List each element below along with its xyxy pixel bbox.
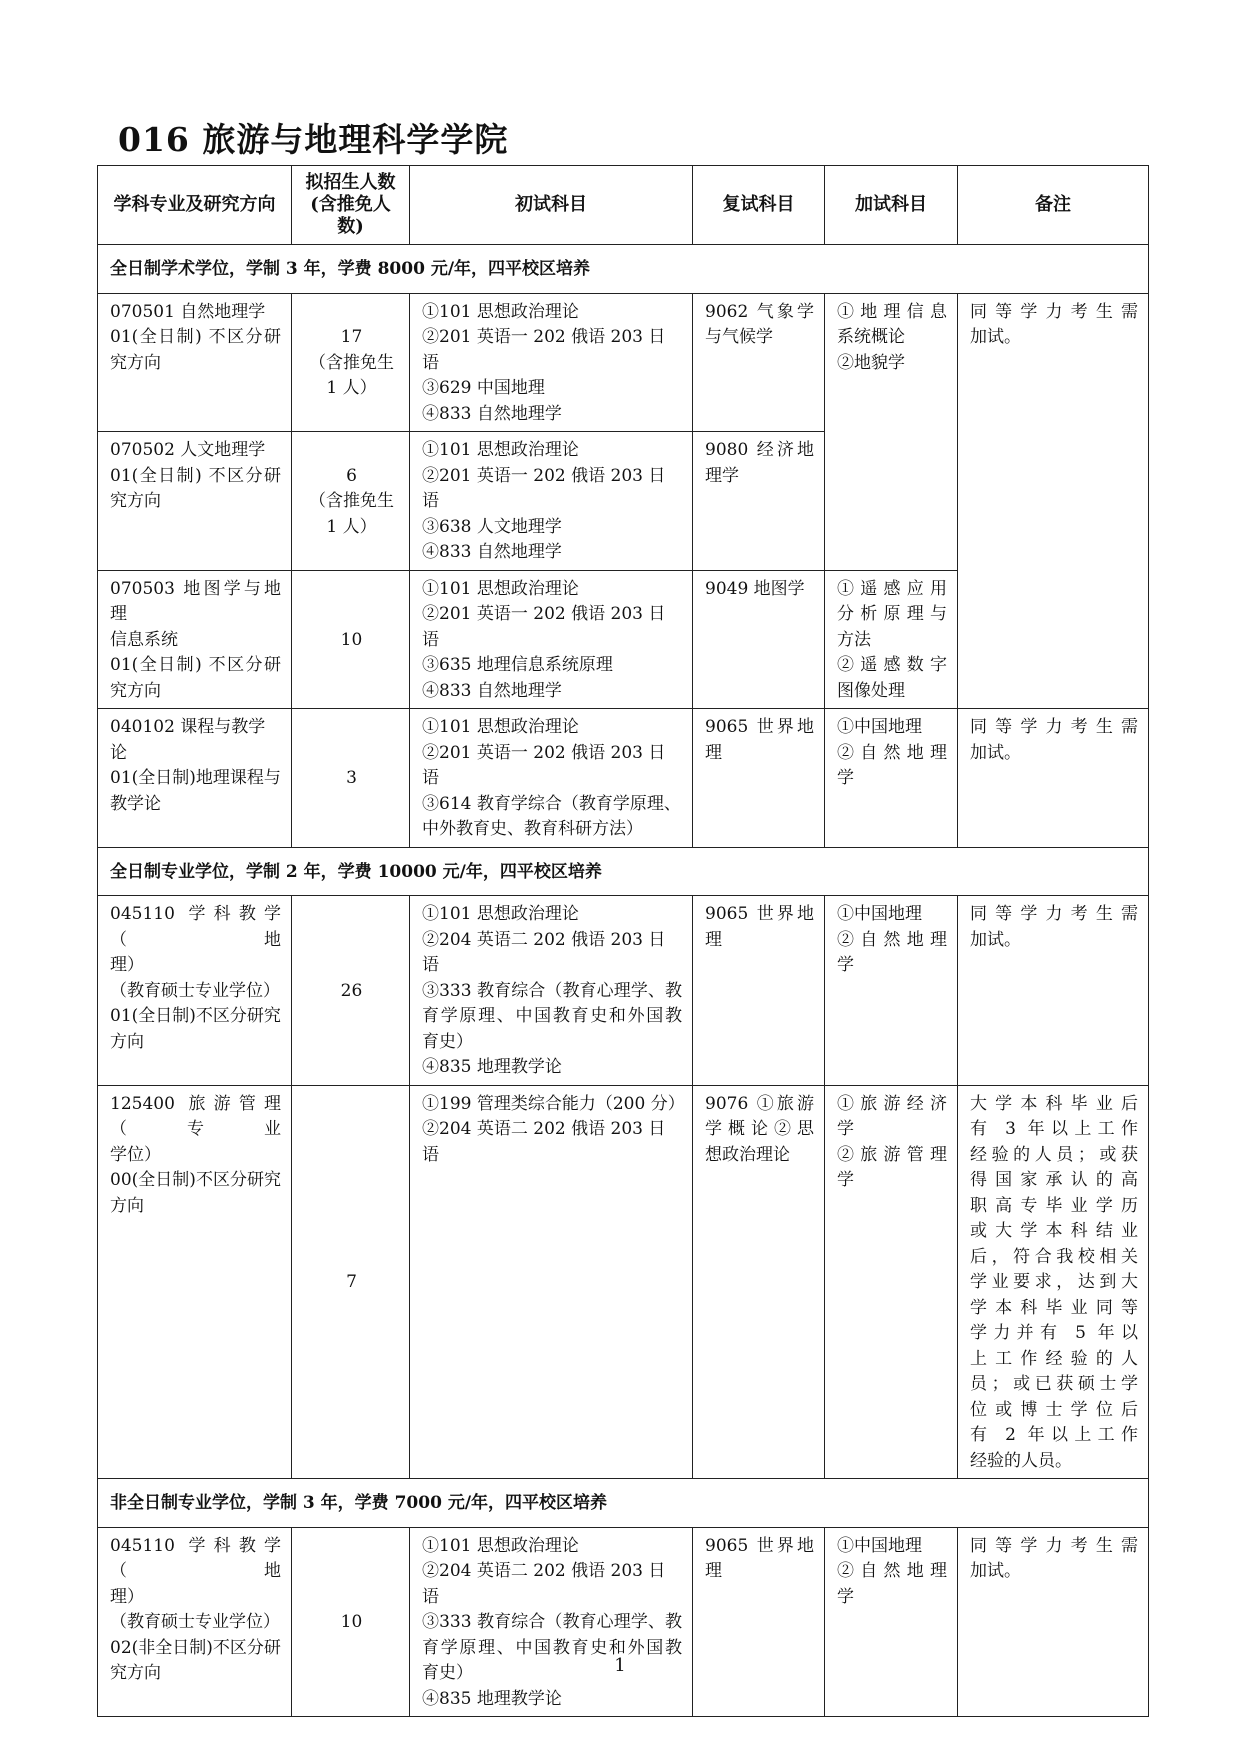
section-full-time-professional: 全日制专业学位，学制 2 年，学费 10000 元/年，四平校区培养 [98, 847, 1149, 896]
extra-cell: ①遥感应用 分析原理与 方法 ②遥感数字 图像处理 [825, 570, 958, 709]
header-exams: 初试科目 [410, 166, 693, 245]
header-extra: 加试科目 [825, 166, 958, 245]
retest-cell: 9049 地图学 [693, 570, 825, 709]
exam-cell: ①101 思想政治理论 ②201 英语一 202 俄语 203 日语 ③614 教育学综合（教育学原理、 中外教育史、教育科研方法） [410, 709, 693, 848]
major-cell: 125400 旅游管理（专业 学位） 00(全日制)不区分研究 方向 [98, 1085, 292, 1479]
exam-cell: ①199 管理类综合能力（200 分） ②204 英语二 202 俄语 203 日语 [410, 1085, 693, 1479]
table-row [98, 1527, 1149, 1717]
note-cell: 大学本科毕业后 有 3 年以上工作 经验的人员；或获 得国家承认的高 职高专毕业学历 或大学本科结业 后，符合我校相关 学业要求，达到大 学本科毕业同等 学力并有 5 年以 上工作经验的人 员；或已获硕士学 位或博士学位后 有 2 年以上工作 经验的人员。 [958, 1085, 1149, 1479]
count-cell: 17 （含推免生 1 人） [292, 293, 410, 432]
header-retest: 复试科目 [693, 166, 825, 245]
exam-cell: ①101 思想政治理论 ②201 英语一 202 俄语 203 日语 ③635 地理信息系统原理 ④833 自然地理学 [410, 570, 693, 709]
note-cell: 同等学力考生需 加试。 [958, 709, 1149, 848]
extra-cell: ①中国地理 ②自然地理 学 [825, 896, 958, 1086]
retest-cell: 9065 世界地 理 [693, 709, 825, 848]
extra-cell: ①中国地理 ②自然地理 学 [825, 1527, 958, 1717]
page-number: 1 [614, 1655, 626, 1676]
major-cell: 045110 学科教学（地 理） （教育硕士专业学位） 02(非全日制)不区分研 究方向 [98, 1527, 292, 1717]
note-cell: 同等学力考生需 加试。 [958, 896, 1149, 1086]
note-cell: 同等学力考生需 加试。 [958, 293, 1149, 709]
exam-cell: ①101 思想政治理论 ②204 英语二 202 俄语 203 日语 ③333 教育综合（教育心理学、教 育学原理、中国教育史和外国教 育史） ④835 地理教学论 [410, 896, 693, 1086]
major-cell: 040102 课程与教学论 01(全日制)地理课程与 教学论 [98, 709, 292, 848]
major-cell: 045110 学科教学（地 理） （教育硕士专业学位） 01(全日制)不区分研究 方向 [98, 896, 292, 1086]
header-count: 拟招生人数 (含推免人数) [292, 166, 410, 245]
page-title: 016 旅游与地理科学学院 [118, 120, 509, 159]
exam-cell: ①101 思想政治理论 ②201 英语一 202 俄语 203 日语 ③638 人文地理学 ④833 自然地理学 [410, 432, 693, 571]
admissions-table [97, 165, 1149, 1717]
section-part-time-professional: 非全日制专业学位，学制 3 年，学费 7000 元/年，四平校区培养 [98, 1479, 1149, 1528]
count-cell: 6 （含推免生 1 人） [292, 432, 410, 571]
retest-cell: 9076 ①旅游 学概论②思 想政治理论 [693, 1085, 825, 1479]
note-cell: 同等学力考生需 加试。 [958, 1527, 1149, 1717]
section-full-time-academic: 全日制学术学位，学制 3 年，学费 8000 元/年，四平校区培养 [98, 245, 1149, 294]
major-cell: 070503 地图学与地理 信息系统 01(全日制) 不区分研 究方向 [98, 570, 292, 709]
exam-cell: ①101 思想政治理论 ②204 英语二 202 俄语 203 日语 ③333 教育综合（教育心理学、教 育学原理、中国教育史和外国教 育史） ④835 地理教学论 [410, 1527, 693, 1717]
table-row [98, 293, 1149, 432]
header-major: 学科专业及研究方向 [98, 166, 292, 245]
retest-cell: 9062 气象学 与气候学 [693, 293, 825, 432]
table-row [98, 709, 1149, 848]
count-cell: 10 [292, 1527, 410, 1717]
major-cell: 070502 人文地理学 01(全日制) 不区分研 究方向 [98, 432, 292, 571]
section-row [98, 1479, 1149, 1528]
retest-cell: 9080 经济地 理学 [693, 432, 825, 571]
table-row [98, 896, 1149, 1086]
extra-cell: ①地理信息 系统概论 ②地貌学 [825, 293, 958, 570]
table-row [98, 1085, 1149, 1479]
major-cell: 070501 自然地理学 01(全日制) 不区分研 究方向 [98, 293, 292, 432]
header-note: 备注 [958, 166, 1149, 245]
extra-cell: ①中国地理 ②自然地理 学 [825, 709, 958, 848]
count-cell: 3 [292, 709, 410, 848]
count-cell: 7 [292, 1085, 410, 1479]
section-row [98, 847, 1149, 896]
exam-cell: ①101 思想政治理论 ②201 英语一 202 俄语 203 日语 ③629 中国地理 ④833 自然地理学 [410, 293, 693, 432]
retest-cell: 9065 世界地 理 [693, 896, 825, 1086]
section-row [98, 245, 1149, 294]
extra-cell: ①旅游经济 学 ②旅游管理 学 [825, 1085, 958, 1479]
count-cell: 26 [292, 896, 410, 1086]
count-cell: 10 [292, 570, 410, 709]
table-header-row [98, 166, 1149, 245]
retest-cell: 9065 世界地 理 [693, 1527, 825, 1717]
